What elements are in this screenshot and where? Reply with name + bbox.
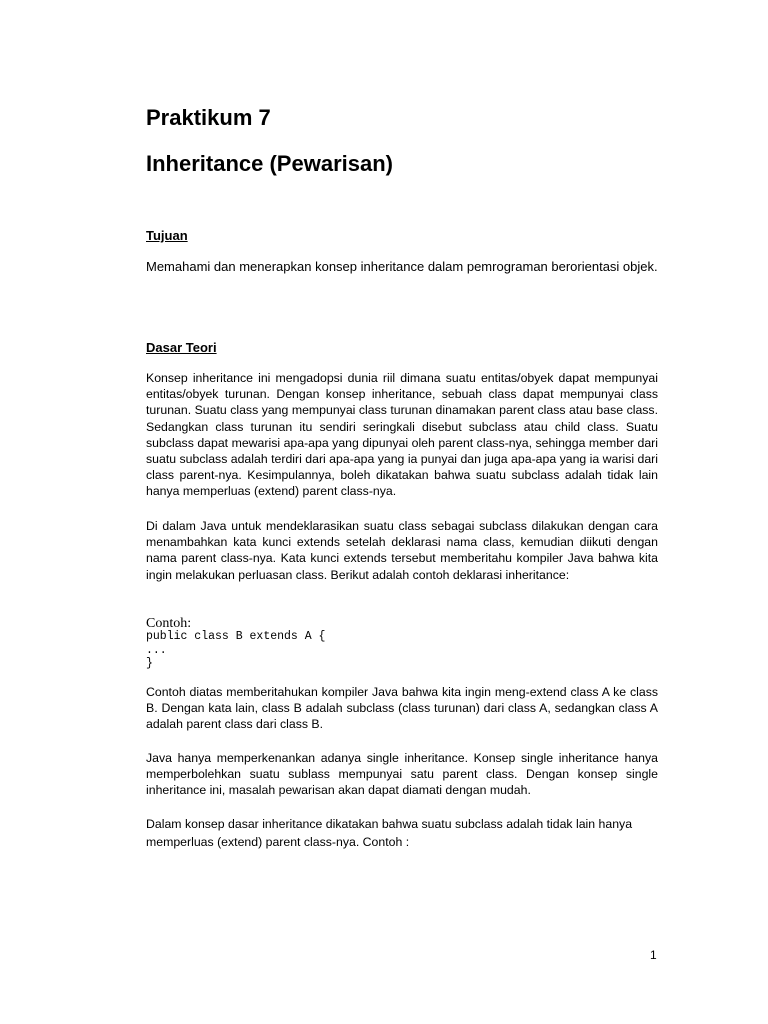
paragraph: Konsep inheritance ini mengadopsi dunia riil dimana suatu entitas/obyek dapat mempunyai entitas/obyek turunan. Dengan konsep inheritance, sebuah class dapat mempunyai class turunan. Suatu class yang mempunyai class turunan dinamakan parent class atau base class. Sedangkan class turunan itu sendiri seringkali disebut subclass atau child class. Suatu subclass dapat mewarisi apa-apa yang dipunyai oleh parent class-nya, sehingga member dari suatu subclass adalah terdiri dari apa-apa yang ia punyai dan juga apa-apa yang ia warisi dari class parent-nya. Kesimpulannya, boleh dikatakan bahwa suatu subclass adalah tidak lain hanya memperluas (extend) parent class-nya. bbox=[146, 371, 659, 499]
section-heading-dasar-teori: Dasar Teori bbox=[146, 340, 217, 355]
example-label: Contoh: bbox=[146, 616, 192, 631]
code-block: public class B extends A { ... } bbox=[146, 630, 326, 670]
section-heading-tujuan: Tujuan bbox=[146, 228, 188, 243]
document-subtitle: Inheritance (Pewarisan) bbox=[146, 151, 393, 176]
paragraph: Dalam konsep dasar inheritance dikatakan bahwa suatu subclass adalah tidak lain hanya memperluas (extend) parent class-nya. Contoh : bbox=[146, 817, 633, 849]
paragraph: Di dalam Java untuk mendeklarasikan suatu class sebagai subclass dilakukan dengan cara menambahkan kata kunci extends setelah deklarasi nama class, kemudian diikuti dengan nama parent class-nya. Kata kunci extends tersebut memberitahu kompiler Java bahwa kita ingin melakukan perluasan class. Berikut adalah contoh deklarasi inheritance: bbox=[146, 519, 658, 582]
page-number: 1 bbox=[650, 948, 657, 962]
tujuan-text: Memahami dan menerapkan konsep inheritance dalam pemrograman berorientasi objek. bbox=[146, 259, 658, 274]
paragraph: Java hanya memperkenankan adanya single inheritance. Konsep single inheritance hanya memperbolehkan suatu sublass mempunyai satu parent class. Dengan konsep single inheritance ini, masalah pewarisan akan dapat diamati dengan mudah. bbox=[146, 751, 658, 798]
paragraph: Contoh diatas memberitahukan kompiler Java bahwa kita ingin meng-extend class A ke class B. Dengan kata lain, class B adalah subclass (class turunan) dari class A, sedangkan class A adalah parent class dari class B. bbox=[146, 685, 658, 732]
document-title: Praktikum 7 bbox=[146, 105, 271, 130]
